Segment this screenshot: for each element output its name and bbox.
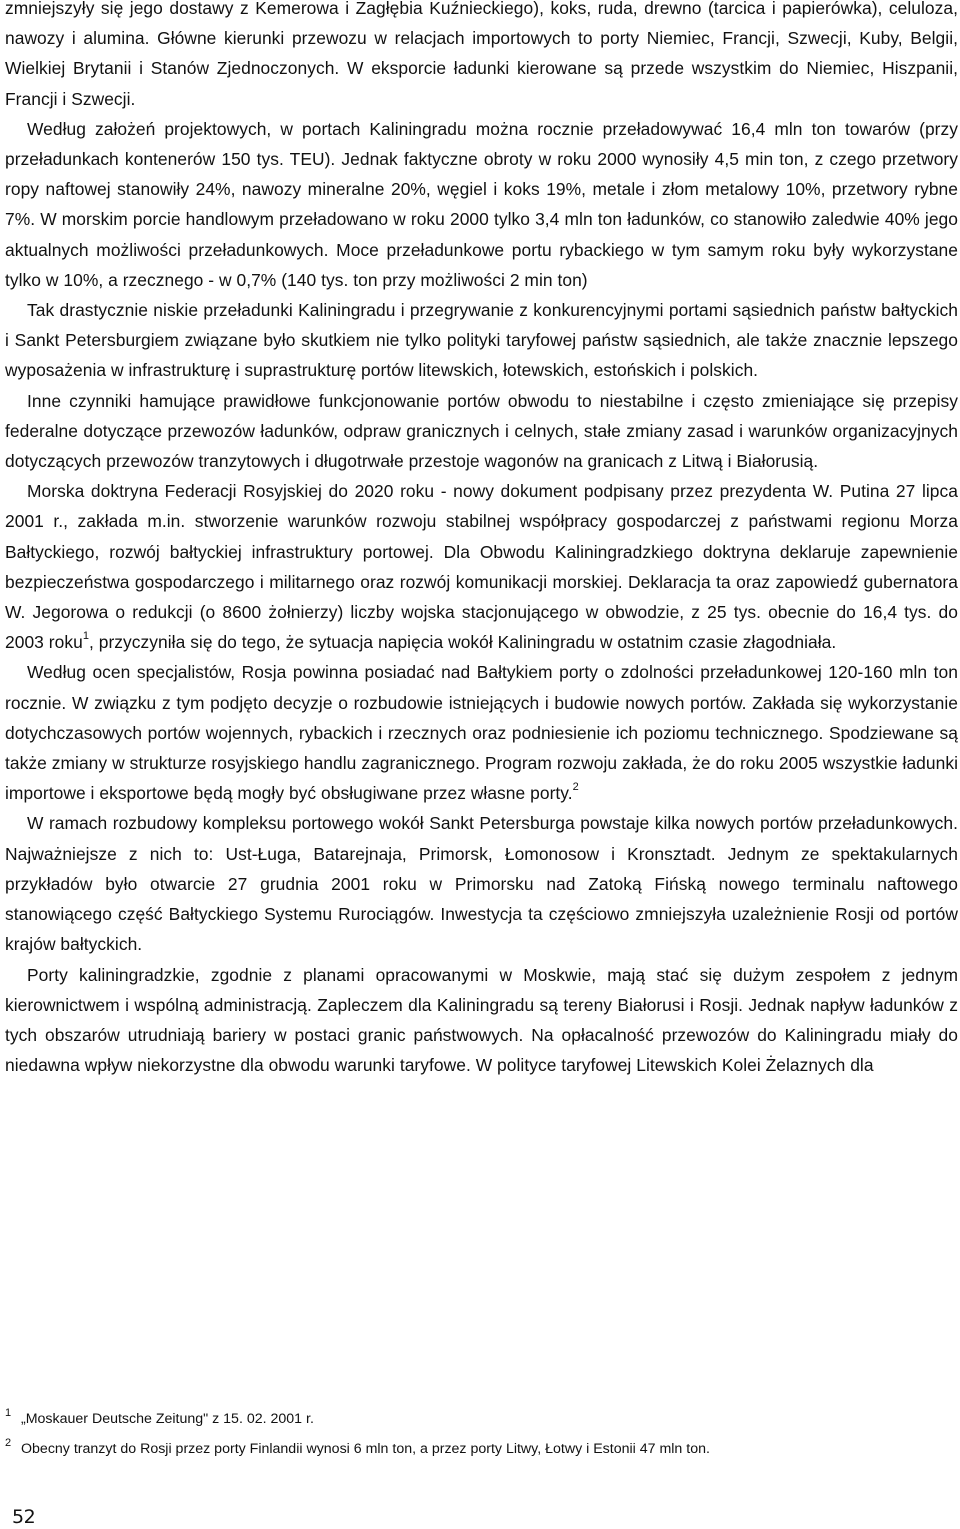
footnotes <box>5 1404 955 1464</box>
paragraph-text: Według założeń projektowych, w portach Kaliningradu można rocznie przeładowywać 16,4 mln ton towarów (przy przeładunkach kontenerów 150 tys. TEU). Jednak faktyczne obroty w roku 2000 wynosiły 4,5 min ton, z czego przetwory ropy naftowej stanowiły 24%, nawozy mineralne 20%, węgiel i koks 19%, metale i złom metalowy 10%, przetwory rybne 7%. W morskim porcie handlowym przeładowano w roku 2000 tylko 3,4 mln ton ładunków, co stanowiło zaledwie 40% jego aktualnych możliwości przeładunkowych. Moce przeładunkowe portu rybackiego w tym samym roku były wykorzystane tylko w 10%, a rzecznego - w 0,7% (140 tys. ton przy możliwości 2 min ton) <box>5 118 958 290</box>
page-number: 52 <box>12 1506 36 1528</box>
footnote-text: „Moskauer Deutsche Zeitung" z 15. 02. 2001 r. <box>21 1411 314 1427</box>
paragraph <box>5 295 958 386</box>
paragraph <box>5 960 958 1081</box>
footnote-number: 1 <box>5 1407 12 1419</box>
paragraph-text: Porty kaliningradzkie, zgodnie z planami opracowanymi w Moskwie, mają stać się dużym zespołem z jednym kierownictwem i wspólną administracją. Zapleczem dla Kaliningradu są tereny Białorusi i Rosji. Jednak napływ ładunków z tych obszarów utrudniają bariery w postaci granic państwowych. Na opłacalność przewozów do Kaliningradu miały do niedawna wpływ niekorzystne dla obwodu warunki taryfowe. W polityce taryfowej Litewskich Kolei Żelaznych dla <box>5 964 958 1076</box>
paragraph <box>5 808 958 959</box>
footnote-text: Obecny tranzyt do Rosji przez porty Finlandii wynosi 6 mln ton, a przez porty Litwy, Łotwy i Estonii 47 mln ton. <box>21 1441 710 1457</box>
paragraph <box>5 114 958 295</box>
paragraph <box>5 386 958 477</box>
paragraph-text: Morska doktryna Federacji Rosyjskiej do 2020 roku - nowy dokument podpisany przez prezydenta W. Putina 27 lipca 2001 r., zakłada m.in. stworzenie warunków rozwoju stabilnej współpracy gospodarczej z państwami regionu Morza Bałtyckiego, rozwój bałtyckiej infrastruktury portowej. Dla Obwodu Kaliningradzkiego doktryna deklaruje zapewnienie bezpieczeństwa gospodarczego i militarnego oraz rozwój komunikacji morskiej. Deklaracja ta oraz zapowiedź gubernatora W. Jegorowa o redukcji (o 8600 żołnierzy) liczby wojska stacjonującego w obwodzie, z 25 tys. obecnie do 16,4 tys. do 2003 roku <box>5 481 958 653</box>
paragraph <box>5 657 958 808</box>
paragraph-text: Tak drastycznie niskie przeładunki Kaliningradu i przegrywanie z konkurencyjnymi portami sąsiednich państw bałtyckich i Sankt Petersburgiem związane było skutkiem nie tylko polityki taryfowej państw sąsiednich, ale także znacznie lepszego wyposażenia w infrastrukturę i suprastrukturę portów litewskich, łotewskich, estońskich i polskich. <box>5 300 958 381</box>
footnote-number: 2 <box>5 1437 12 1449</box>
footnote <box>5 1434 955 1464</box>
page-body <box>5 0 958 1080</box>
footnote <box>5 1404 955 1434</box>
paragraph <box>5 0 958 114</box>
paragraph-text: W ramach rozbudowy kompleksu portowego wokół Sankt Petersburga powstaje kilka nowych portów przeładunkowych. Najważniejsze z nich to: Ust-Ługa, Batarejnaja, Primorsk, Łomonosow i Kronsztadt. Jednym ze spektakularnych przykładów było otwarcie 27 grudnia 2001 roku w Primorsku nad Zatoką Fińską nowego terminalu naftowego stanowiącego część Bałtyckiego Systemu Rurociągów. Inwestycja ta częściowo zmniejszyła uzależnienie Rosji od portów krajów bałtyckich. <box>5 813 958 955</box>
footnote-reference[interactable]: 1 <box>82 630 89 643</box>
paragraph <box>5 476 958 657</box>
paragraph-text: , przyczyniła się do tego, że sytuacja napięcia wokół Kaliningradu w ostatnim czasie złagodniała. <box>88 632 837 653</box>
paragraph-text: zmniejszyły się jego dostawy z Kemerowa i Zagłębia Kuźnieckiego), koks, ruda, drewno (tarcica i papierówka), celuloza, nawozy i alumina. Główne kierunki przewozu w relacjach importowych to porty Niemiec, Francji, Szwecji, Kuby, Belgii, Wielkiej Brytanii i Stanów Zjednoczonych. W eksporcie ładunki kierowane są przede wszystkim do Niemiec, Hiszpanii, Francji i Szwecji. <box>5 0 958 109</box>
paragraph-text: Według ocen specjalistów, Rosja powinna posiadać nad Bałtykiem porty o zdolności przeładunkowej 120-160 mln ton rocznie. W związku z tym podjęto decyzje o rozbudowie istniejących i budowie nowych portów. Zakłada się wykorzystanie dotychczasowych portów wojennych, rybackich i rzecznych oraz podniesienie ich poziomu technicznego. Spodziewane są także zmiany w strukturze rosyjskiego handlu zagranicznego. Program rozwoju zakłada, że do roku 2005 wszystkie ładunki importowe i eksportowe będą mogły być obsługiwane przez własne porty. <box>5 662 958 804</box>
paragraph-text: Inne czynniki hamujące prawidłowe funkcjonowanie portów obwodu to niestabilne i często zmieniające się przepisy federalne dotyczące przewozów ładunków, odpraw granicznych i celnych, stałe zmiany zasad i warunków organizacyjnych dotyczących przewozów tranzytowych i długotrwałe przestoje wagonów na granicach z Litwą i Białorusią. <box>5 390 958 472</box>
footnote-reference[interactable]: 2 <box>572 781 579 794</box>
